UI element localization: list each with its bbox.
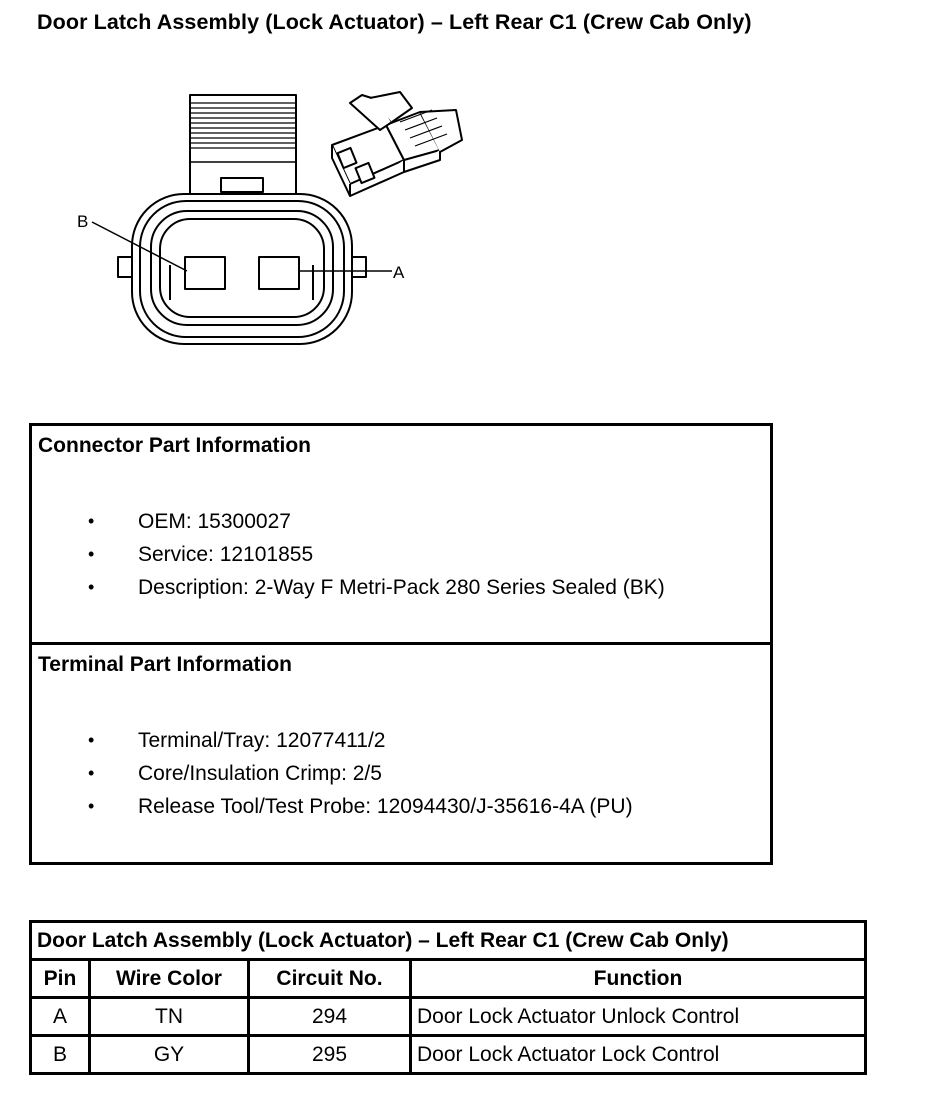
function-cell: Door Lock Actuator Unlock Control [411, 998, 866, 1036]
table-row [31, 1036, 866, 1074]
list-item: • Description: 2-Way F Metri-Pack 280 Series Sealed (BK) [32, 571, 665, 604]
connector-housing [118, 194, 366, 344]
pin-cell: B [31, 1036, 90, 1074]
table-header-row [31, 960, 866, 998]
connector-part-info [32, 426, 770, 645]
list-item: • Release Tool/Test Probe: 12094430/J-35616-4A (PU) [32, 790, 633, 823]
page-title: Door Latch Assembly (Lock Actuator) – Left Rear C1 (Crew Cab Only) [37, 10, 752, 34]
column-header-function: Function [411, 960, 866, 998]
table-caption-row [31, 922, 866, 960]
bullet-icon: • [88, 763, 95, 783]
part-info-box [29, 423, 773, 865]
bullet-icon: • [88, 730, 95, 750]
wire-color-cell: TN [90, 998, 249, 1036]
list-item: • OEM: 15300027 [32, 505, 665, 538]
table-caption: Door Latch Assembly (Lock Actuator) – Left Rear C1 (Crew Cab Only) [31, 922, 866, 960]
terminal-part-info [32, 645, 770, 862]
pin-label-b: B [77, 212, 89, 231]
pin-label-a: A [393, 263, 405, 282]
cavity-a [259, 257, 299, 289]
circuit-cell: 295 [249, 1036, 411, 1074]
column-header-wire-color: Wire Color [90, 960, 249, 998]
list-item: • Core/Insulation Crimp: 2/5 [32, 757, 633, 790]
table-row [31, 998, 866, 1036]
circuit-cell: 294 [249, 998, 411, 1036]
terminal-info-heading: Terminal Part Information [38, 653, 292, 676]
wire-color-cell: GY [90, 1036, 249, 1074]
bullet-icon: • [88, 544, 95, 564]
function-cell: Door Lock Actuator Lock Control [411, 1036, 866, 1074]
pinout-table [29, 920, 867, 1075]
pin-cell: A [31, 998, 90, 1036]
terminal-info-list [32, 724, 633, 823]
list-item: • Terminal/Tray: 12077411/2 [32, 724, 633, 757]
column-header-pin: Pin [31, 960, 90, 998]
connector-diagram [0, 0, 928, 400]
bullet-icon: • [88, 796, 95, 816]
connector-info-list [32, 505, 665, 604]
cavity-b [185, 257, 225, 289]
bullet-icon: • [88, 511, 95, 531]
connector-lock-tab [190, 95, 296, 200]
connector-iso-view [332, 92, 462, 196]
list-item: • Service: 12101855 [32, 538, 665, 571]
connector-info-heading: Connector Part Information [38, 434, 312, 457]
column-header-circuit: Circuit No. [249, 960, 411, 998]
bullet-icon: • [88, 577, 95, 597]
